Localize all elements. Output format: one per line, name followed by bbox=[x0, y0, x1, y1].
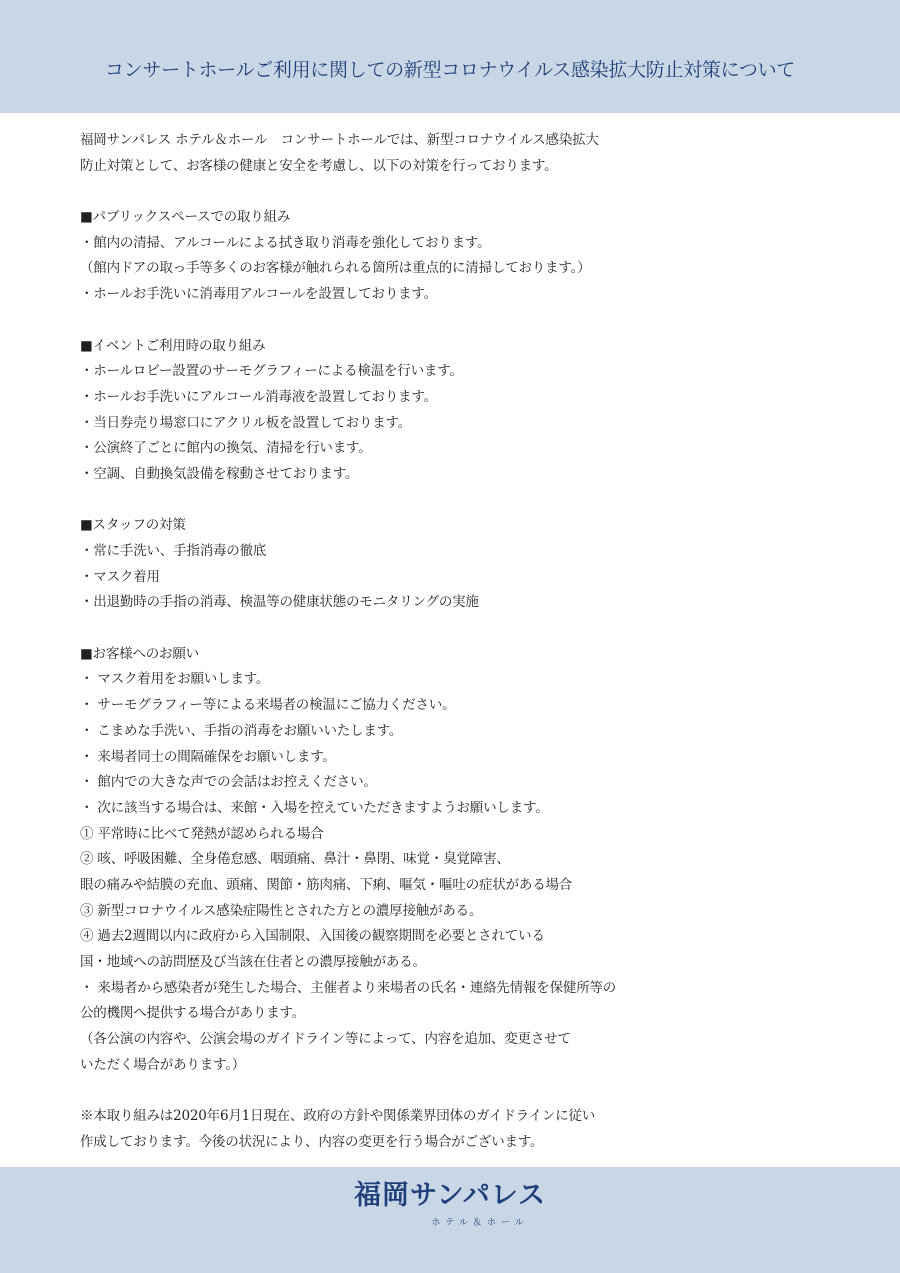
header-band bbox=[0, 0, 900, 113]
logo-wordmark: 福岡サンパレス bbox=[354, 1180, 546, 1211]
list-item: ・ 来場者から感染者が発生した場合、主催者より来場者の氏名・連絡先情報を保健所等の bbox=[80, 979, 617, 996]
list-item: 眼の痛みや結膜の充血、頭痛、関節・筋肉痛、下痢、嘔気・嘔吐の症状がある場合 bbox=[80, 876, 573, 893]
logo-subtitle: ホテル＆ホール bbox=[431, 1218, 529, 1228]
list-item: （館内ドアの取っ手等多くのお客様が触れられる箇所は重点的に清掃しております。） bbox=[80, 260, 591, 277]
logo bbox=[0, 1179, 900, 1228]
list-item: いただく場合があります。） bbox=[80, 1056, 246, 1073]
list-item: ・常に手洗い、手指消毒の徹底 bbox=[80, 543, 267, 559]
section-heading-staff: ■スタッフの対策 bbox=[80, 517, 186, 534]
spacer bbox=[80, 179, 820, 205]
list-item: ・ マスク着用をお願いします。 bbox=[80, 671, 270, 688]
list-item: ・出退勤時の手指の消毒、検温等の健康状態のモニタリングの実施 bbox=[80, 594, 479, 611]
section-heading-event: ■イベントご利用時の取り組み bbox=[80, 337, 266, 354]
list-item: ・ サーモグラフィー等による来場者の検温にご協力ください。 bbox=[80, 697, 456, 714]
list-item: 国・地域への訪問歴及び当該在住者との濃厚接触がある。 bbox=[80, 954, 426, 970]
list-item: 公的機関へ提供する場合があります。 bbox=[80, 1005, 306, 1022]
spacer bbox=[80, 616, 820, 642]
list-item: （各公演の内容や、公演会場のガイドライン等によって、内容を追加、変更させて bbox=[80, 1031, 571, 1048]
list-item: ③ 新型コロナウイルス感染症陽性とされた方との濃厚接触がある。 bbox=[80, 902, 483, 919]
list-item: ④ 過去2週間以内に政府から入国制限、入国後の観察期間を必要とされている bbox=[80, 928, 545, 945]
list-item: ・ 館内での大きな声での会話はお控えください。 bbox=[80, 774, 377, 791]
note-line: 作成しております。今後の状況により、内容の変更を行う場合がございます。 bbox=[80, 1133, 544, 1150]
list-item: ② 咳、呼吸困難、全身倦怠感、咽頭痛、鼻汁・鼻閉、味覚・臭覚障害、 bbox=[80, 851, 510, 868]
note-line: ※本取り組みは2020年6月1日現在、政府の方針や関係業界団体のガイドラインに従い bbox=[80, 1108, 596, 1125]
list-item: ・マスク着用 bbox=[80, 568, 160, 585]
list-item: ・ 次に該当する場合は、来館・入場を控えていただきますようお願いします。 bbox=[80, 799, 549, 816]
page-title: コンサートホールご利用に関しての新型コロナウイルス感染拡大防止対策について bbox=[104, 59, 795, 81]
spacer bbox=[80, 1078, 820, 1104]
list-item: ・公演終了ごとに館内の換気、清掃を行います。 bbox=[80, 440, 372, 457]
spacer bbox=[80, 488, 820, 514]
list-item: ・ホールお手洗いに消毒用アルコールを設置しております。 bbox=[80, 286, 437, 303]
list-item: ・ホールロビー設置のサーモグラフィーによる検温を行います。 bbox=[80, 363, 463, 380]
list-item: ・当日券売り場窓口にアクリル板を設置しております。 bbox=[80, 414, 412, 431]
list-item: ・ 来場者同士の間隔確保をお願いします。 bbox=[80, 748, 336, 765]
spacer bbox=[80, 308, 820, 334]
list-item: ・ こまめな手洗い、手指の消毒をお願いいたします。 bbox=[80, 722, 403, 739]
section-heading-customers: ■お客様へのお願い bbox=[80, 645, 199, 662]
section-heading-public-space: ■パブリックスペースでの取り組み bbox=[80, 209, 291, 226]
intro-line: 福岡サンパレス ホテル＆ホール コンサートホールでは、新型コロナウイルス感染拡大 bbox=[80, 132, 599, 148]
list-item: ・空調、自動換気設備を稼動させております。 bbox=[80, 465, 359, 482]
notice-body bbox=[80, 128, 820, 1156]
footer-band bbox=[0, 1167, 900, 1273]
list-item: ① 平常時に比べて発熱が認められる場合 bbox=[80, 825, 324, 842]
list-item: ・ホールお手洗いにアルコール消毒液を設置しております。 bbox=[80, 388, 437, 405]
list-item: ・館内の清掃、アルコールによる拭き取り消毒を強化しております。 bbox=[80, 234, 491, 251]
intro-line: 防止対策として、お客様の健康と安全を考慮し、以下の対策を行っております。 bbox=[80, 157, 558, 174]
